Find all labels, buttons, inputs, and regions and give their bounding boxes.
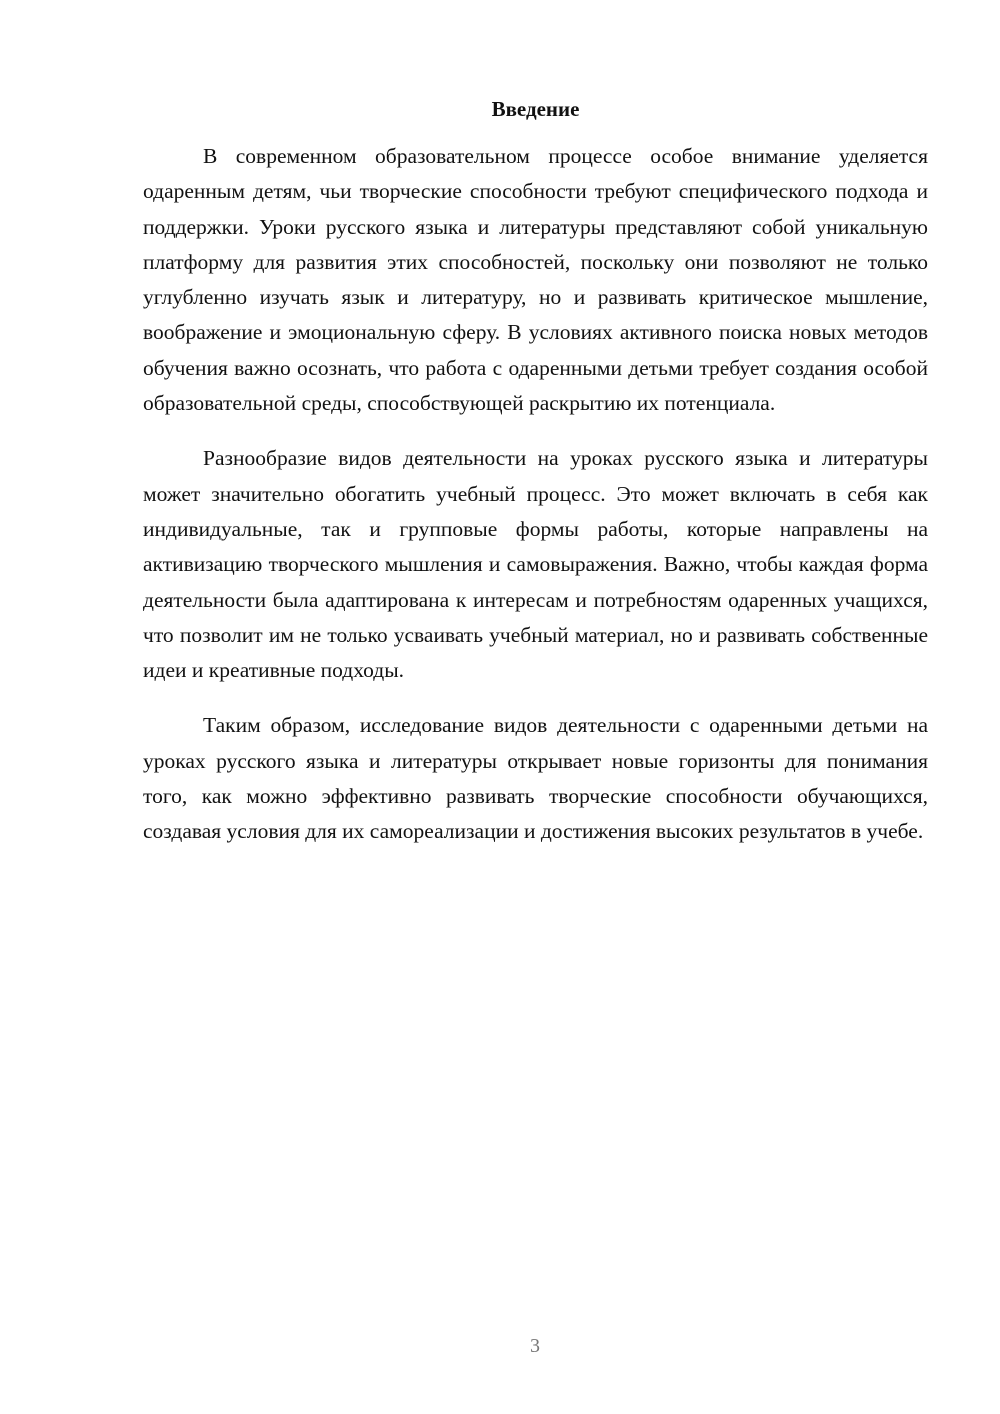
- document-body: [143, 92, 928, 850]
- page-number: 3: [530, 1335, 540, 1357]
- document-title: Введение: [491, 97, 580, 121]
- paragraph-3: Таким образом, исследование видов деятельности с одаренными детьми на уроках русского языка и литературы открывает новые горизонты для понимания того, как можно эффективно развивать творческие способности обучающихся, создавая условия для их самореализации и достижения высоких результатов в учебе.: [143, 713, 928, 844]
- paragraph-1: В современном образовательном процессе особое внимание уделяется одаренным детям, чьи творческие способности требуют специфического подхода и поддержки. Уроки русского языка и литературы представляют собой уникальную платформу для развития этих способностей, поскольку они позволяют не только углубленно изучать язык и литературу, но и развивать критическое мышление, воображение и эмоциональную сферу. В условиях активного поиска новых методов обучения важно осознать, что работа с одаренными детьми требует создания особой образовательной среды, способствующей раскрытию их потенциала.: [143, 144, 928, 416]
- paragraph-2: Разнообразие видов деятельности на уроках русского языка и литературы может значительно обогатить учебный процесс. Это может включать в себя как индивидуальные, так и групповые формы работы, которые направлены на активизацию творческого мышления и самовыражения. Важно, чтобы каждая форма деятельности была адаптирована к интересам и потребностям одаренных учащихся, что позволит им не только усваивать учебный материал, но и развивать собственные идеи и креативные подходы.: [143, 446, 928, 683]
